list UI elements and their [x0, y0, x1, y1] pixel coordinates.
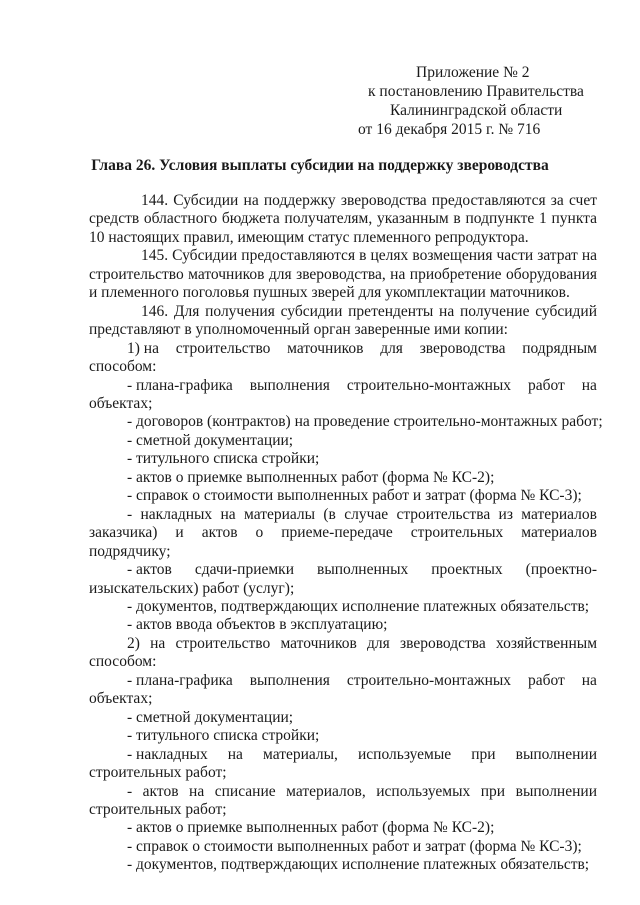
appendix-date: от 16 декабря 2015 г. № 716 — [358, 121, 541, 138]
item-2-list-f: - актов о приемке выполненных работ (форма № КС-2); — [127, 819, 495, 837]
item-1-list-j: - актов ввода объектов в эксплуатацию; — [127, 616, 388, 634]
item-1-list-i: - документов, подтверждающих исполнение платежных обязательств; — [127, 597, 590, 615]
chapter-title: Глава 26. Условия выплаты субсидии на поддержку звероводства — [91, 157, 549, 174]
paragraph-146: 146. Для получения субсидии претенденты на получение субсидий представляют в уполномоченный орган заверенные ими копии: — [89, 302, 597, 339]
appendix-resolution: к постановлению Правительства — [368, 83, 584, 100]
item-1-list-a-tail: объектах; — [89, 394, 153, 412]
item-2-list-d: - накладных на материалы, используемые при выполнении — [127, 745, 597, 763]
appendix-header — [358, 63, 608, 139]
document-body — [89, 192, 603, 875]
item-1-list-f: - справок о стоимости выполненных работ и затрат (форма № КС-3); — [127, 487, 582, 505]
appendix-region: Калининградской области — [390, 102, 563, 119]
appendix-number: Приложение № 2 — [416, 64, 530, 81]
item-2-list-d-tail: строительных работ; — [89, 764, 227, 782]
item-1-list-h-tail: изыскательских) работ (услуг); — [89, 579, 295, 597]
paragraph-145: 145. Субсидии предоставляются в целях возмещения части затрат на строительство маточников для звероводства, на приобретение оборудования и племенного поголовья пушных зверей для укомплектации маточников. — [89, 247, 597, 302]
item-2-list-c: - титульного списка стройки; — [127, 727, 320, 745]
item-2-heading: 2) на строительство маточников для звероводства хозяйственным способом: — [89, 634, 597, 671]
item-2-list-b: - сметной документации; — [127, 708, 294, 726]
item-1-list-d: - титульного списка стройки; — [127, 450, 320, 468]
item-1-heading: 1) на строительство маточников для звероводства подрядным — [127, 339, 597, 357]
item-2-list-h: - документов, подтверждающих исполнение платежных обязательств; — [127, 856, 590, 874]
item-1-list-a: - плана-графика выполнения строительно-монтажных работ на — [127, 376, 597, 394]
item-2-list-a: - плана-графика выполнения строительно-монтажных работ на — [127, 671, 597, 689]
item-2-list-g: - справок о стоимости выполненных работ и затрат (форма № КС-3); — [127, 837, 582, 855]
item-2-list-a-tail: объектах; — [89, 690, 153, 708]
item-1-list-g: - накладных на материалы (в случае строительства из материалов заказчика) и актов о приеме-передаче строительных материалов подрядчику; — [89, 505, 597, 560]
paragraph-144: 144. Субсидии на поддержку звероводства предоставляются за счет средств областного бюджета получателям, указанным в подпункте 1 пункта 10 настоящих правил, имеющим статус племенного репродуктора. — [89, 192, 597, 246]
item-1-list-c: - сметной документации; — [127, 431, 294, 449]
item-1-list-e: - актов о приемке выполненных работ (форма № КС-2); — [127, 468, 495, 486]
item-1-heading-tail: способом: — [89, 358, 157, 376]
item-2-list-e: - актов на списание материалов, используемых при выполнении строительных работ; — [89, 782, 597, 818]
item-1-list-h: - актов сдачи-приемки выполненных проектных (проектно- — [127, 561, 597, 579]
item-1-list-b: - договоров (контрактов) на проведение строительно-монтажных работ; — [127, 413, 603, 431]
